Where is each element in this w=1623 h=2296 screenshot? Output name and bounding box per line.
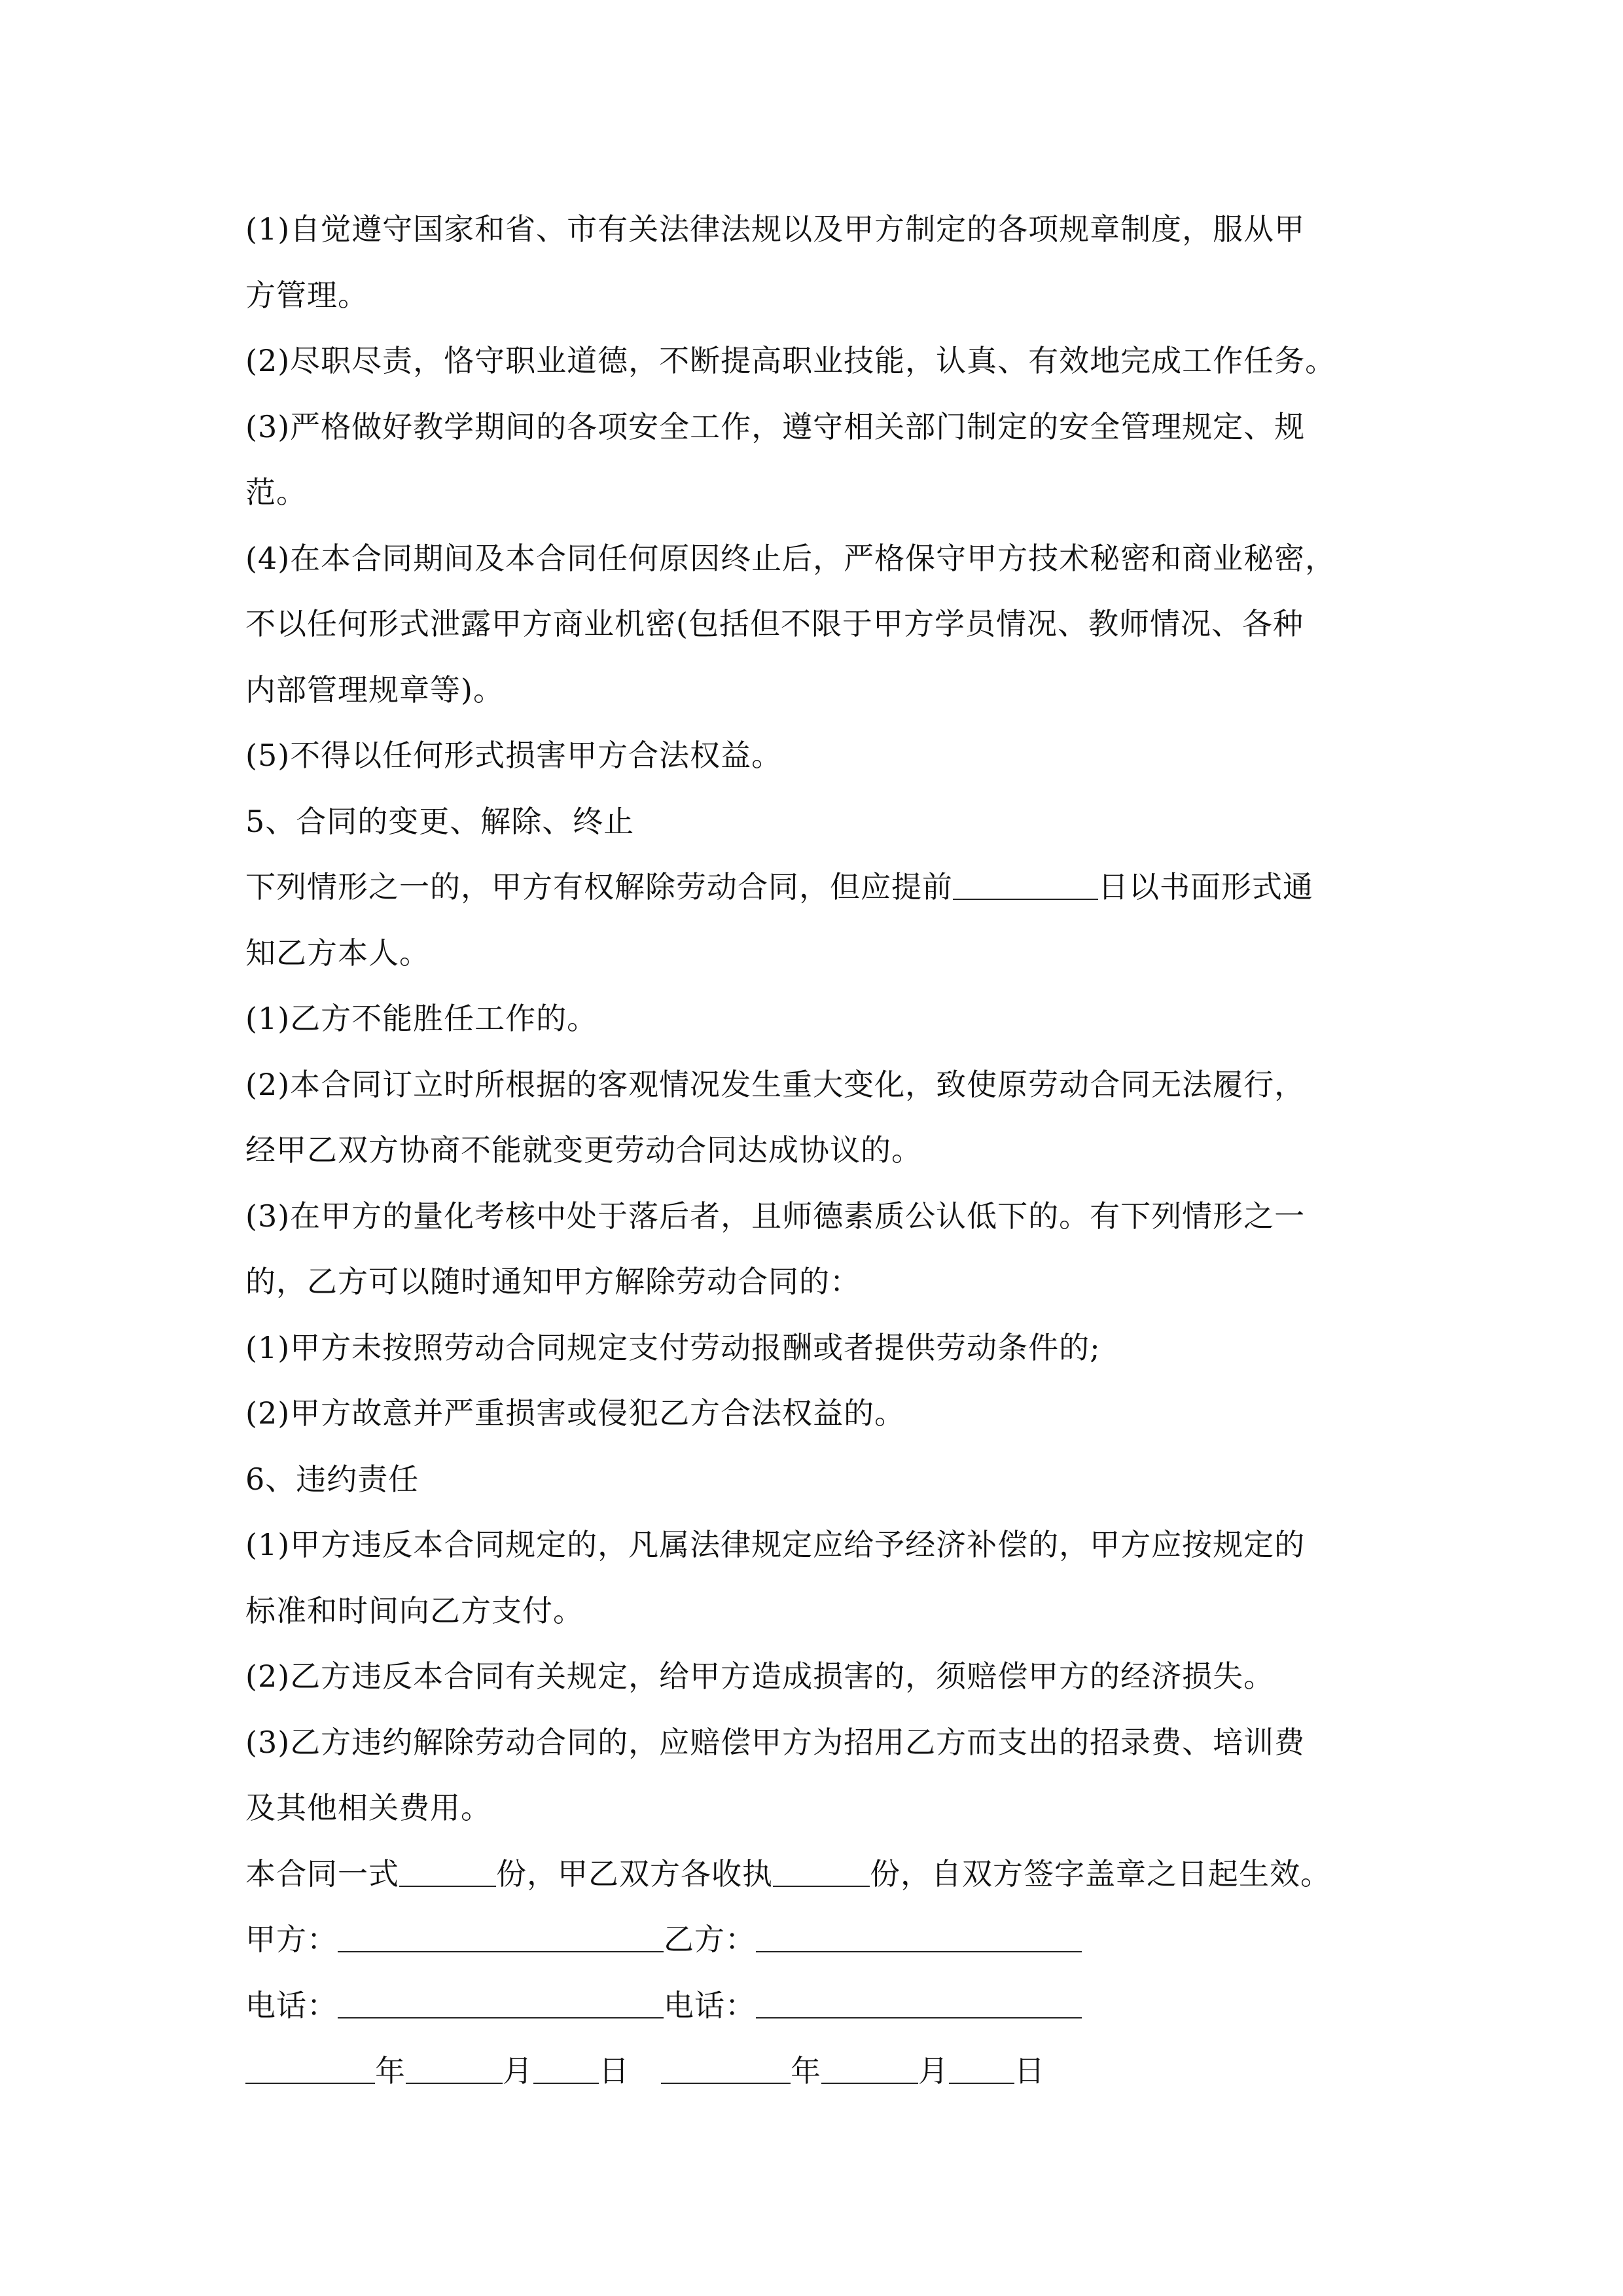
copies-line bbox=[245, 1841, 1410, 1907]
phone-a-label: 电话： bbox=[245, 1987, 338, 2023]
year-a-label: 年 bbox=[375, 2053, 406, 2089]
text-line: (4)在本合同期间及本合同任何原因终止后，严格保守甲方技术秘密和商业秘密， bbox=[245, 540, 1336, 576]
phone-b-label: 电话： bbox=[664, 1987, 756, 2023]
party-a-blank[interactable] bbox=[338, 1921, 664, 1952]
year-b-blank[interactable] bbox=[661, 2053, 791, 2084]
party-b-blank[interactable] bbox=[756, 1921, 1082, 1952]
year-a-blank[interactable] bbox=[245, 2053, 375, 2084]
day-b-blank[interactable] bbox=[949, 2053, 1014, 2084]
text-line: 的，乙方可以随时通知甲方解除劳动合同的： bbox=[245, 1264, 861, 1299]
text-line: 经甲乙双方协商不能就变更劳动合同达成协议的。 bbox=[245, 1132, 922, 1168]
text-line: 标准和时间向乙方支付。 bbox=[245, 1592, 584, 1628]
day-b-label: 日 bbox=[1014, 2053, 1045, 2089]
text-line: (1)甲方未按照劳动合同规定支付劳动报酬或者提供劳动条件的; bbox=[245, 1329, 1101, 1365]
text-line: (3)乙方违约解除劳动合同的，应赔偿甲方为招用乙方而支出的招录费、培训费 bbox=[245, 1724, 1306, 1760]
phone-a-blank[interactable] bbox=[338, 1987, 664, 2018]
text-line: (3)在甲方的量化考核中处于落后者，且师德素质公认低下的。有下列情形之一 bbox=[245, 1198, 1306, 1234]
copies-text-c: 份，自双方签字盖章之日起生效。 bbox=[870, 1856, 1331, 1892]
text-line: 范。 bbox=[245, 475, 307, 510]
phone-b-blank[interactable] bbox=[756, 1987, 1082, 2018]
copies-text-b: 份，甲乙双方各收执 bbox=[496, 1856, 773, 1892]
month-a-label: 月 bbox=[503, 2053, 533, 2089]
total-copies-blank[interactable] bbox=[399, 1856, 496, 1887]
notice-text-before: 下列情形之一的，甲方有权解除劳动合同，但应提前 bbox=[245, 869, 953, 905]
copies-text-a: 本合同一式 bbox=[245, 1856, 399, 1892]
text-line: (2)甲方故意并严重损害或侵犯乙方合法权益的。 bbox=[245, 1395, 906, 1431]
notice-days-blank[interactable] bbox=[953, 869, 1098, 900]
year-b-label: 年 bbox=[791, 2053, 821, 2089]
phone-line bbox=[245, 1973, 1410, 2039]
text-line: (1)乙方不能胜任工作的。 bbox=[245, 1001, 598, 1036]
section-heading: 6、违约责任 bbox=[245, 1461, 419, 1497]
month-b-blank[interactable] bbox=[821, 2053, 918, 2084]
text-line: (5)不得以任何形式损害甲方合法权益。 bbox=[245, 738, 783, 773]
text-line: 不以任何形式泄露甲方商业机密(包括但不限于甲方学员情况、教师情况、各种 bbox=[245, 606, 1304, 641]
day-a-blank[interactable] bbox=[533, 2053, 599, 2084]
month-b-label: 月 bbox=[918, 2053, 949, 2089]
date-line bbox=[245, 2038, 1410, 2104]
party-signature-line bbox=[245, 1907, 1410, 1973]
text-line: 知乙方本人。 bbox=[245, 935, 430, 971]
text-line: (1)自觉遵守国家和省、市有关法律法规以及甲方制定的各项规章制度，服从甲 bbox=[245, 211, 1306, 247]
text-line: 及其他相关费用。 bbox=[245, 1790, 491, 1825]
text-line: (2)本合同订立时所根据的客观情况发生重大变化，致使原劳动合同无法履行， bbox=[245, 1066, 1306, 1102]
party-a-label: 甲方： bbox=[245, 1922, 338, 1957]
day-a-label: 日 bbox=[599, 2053, 630, 2089]
month-a-blank[interactable] bbox=[406, 2053, 503, 2084]
text-line: (2)乙方违反本合同有关规定，给甲方造成损害的，须赔偿甲方的经济损失。 bbox=[245, 1659, 1275, 1694]
each-copies-blank[interactable] bbox=[773, 1856, 870, 1887]
text-line: (2)尽职尽责，恪守职业道德，不断提高职业技能，认真、有效地完成工作任务。 bbox=[245, 343, 1336, 378]
notice-period-line bbox=[245, 854, 1410, 920]
notice-text-after: 日以书面形式通 bbox=[1098, 869, 1313, 905]
text-line: (1)甲方违反本合同规定的，凡属法律规定应给予经济补偿的，甲方应按规定的 bbox=[245, 1527, 1306, 1562]
contract-body bbox=[245, 196, 1410, 2104]
text-line: 方管理。 bbox=[245, 277, 368, 313]
text-line: 内部管理规章等)。 bbox=[245, 672, 504, 708]
party-b-label: 乙方： bbox=[664, 1922, 756, 1957]
section-heading: 5、合同的变更、解除、终止 bbox=[245, 803, 635, 839]
text-line: (3)严格做好教学期间的各项安全工作，遵守相关部门制定的安全管理规定、规 bbox=[245, 408, 1306, 444]
